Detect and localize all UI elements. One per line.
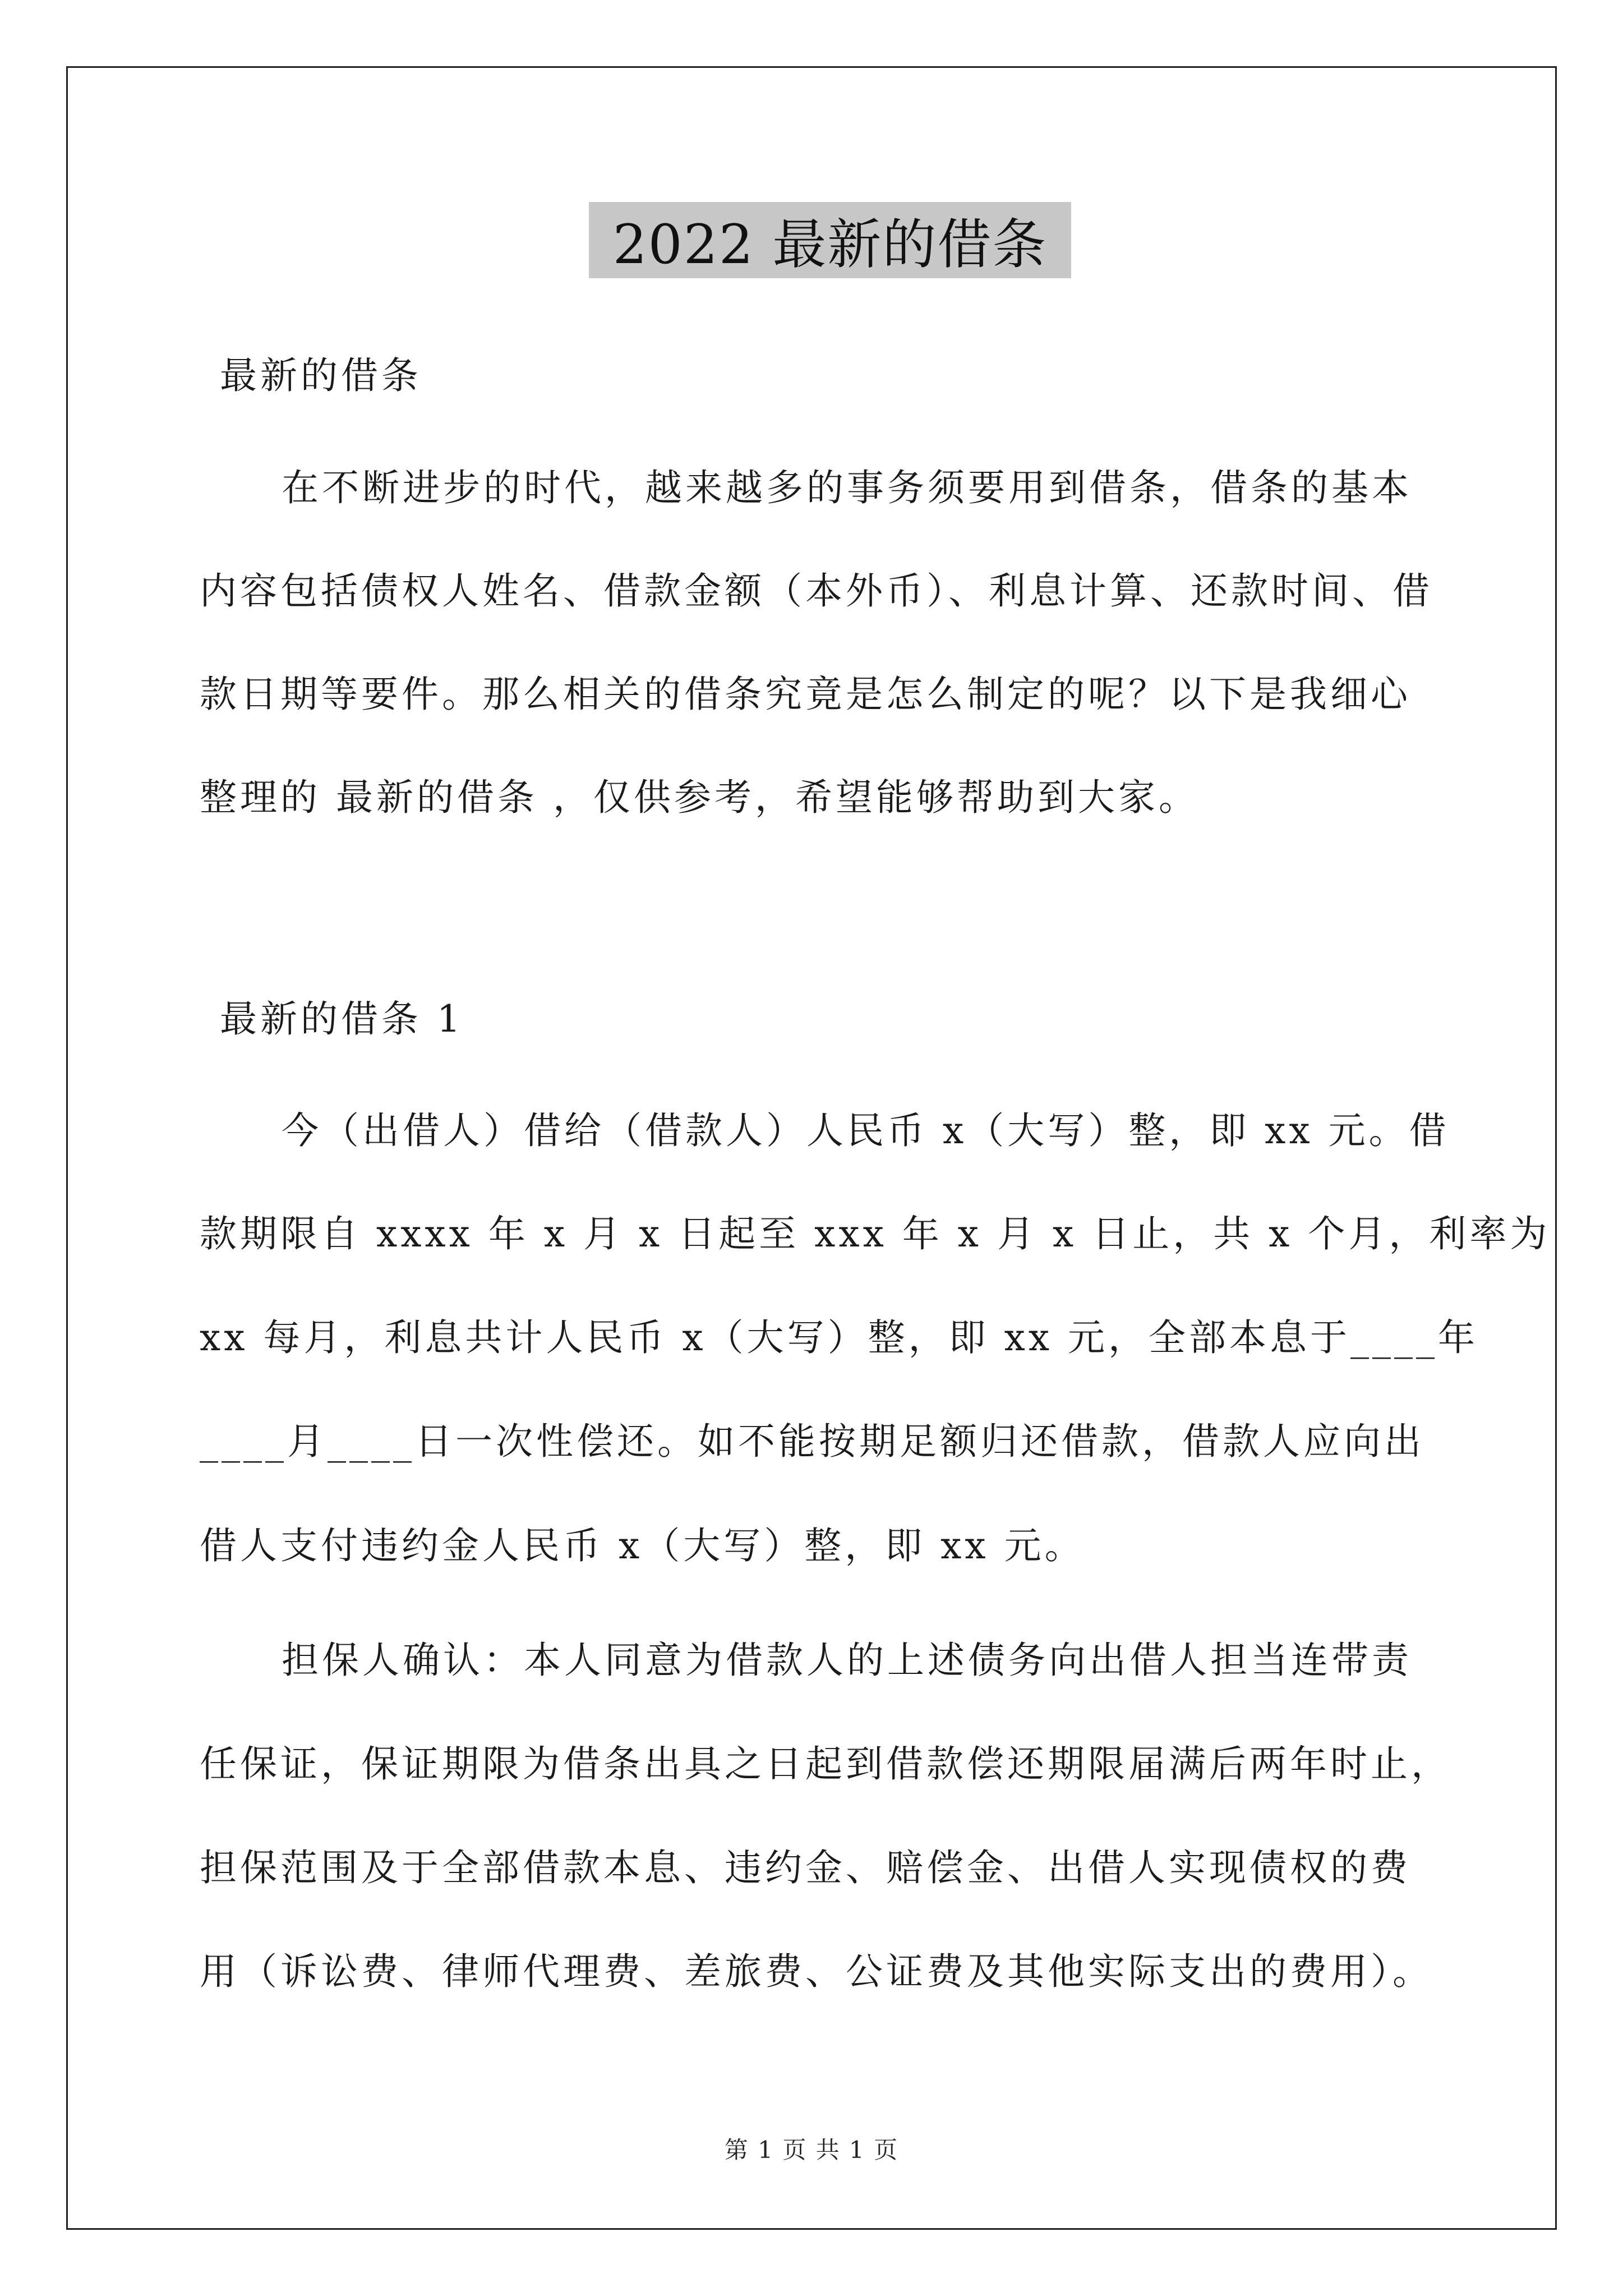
section1-line: ____月____日一次性偿还。如不能按期足额归还借款，借款人应向出	[200, 1420, 1424, 1463]
intro-line: 款日期等要件。那么相关的借条究竟是怎么制定的呢？以下是我细心	[200, 673, 1411, 716]
intro-heading: 最新的借条	[220, 354, 422, 397]
page-footer: 第 1 页 共 1 页	[724, 2136, 899, 2164]
section1-line: 担保范围及于全部借款本息、违约金、赔偿金、出借人实现债权的费	[200, 1846, 1411, 1889]
section1-line: 担保人确认：本人同意为借款人的上述债务向出借人担当连带责	[282, 1639, 1412, 1682]
document-title: 2022 最新的借条	[589, 202, 1071, 278]
section1-line: 款期限自 xxxx 年 x 月 x 日起至 xxx 年 x 月 x 日止，共 x 个月，利率为	[200, 1212, 1551, 1255]
section1-line: 借人支付违约金人民币 x（大写）整，即 xx 元。	[200, 1524, 1085, 1567]
intro-line: 整理的 最新的借条 ，仅供参考，希望能够帮助到大家。	[200, 776, 1199, 819]
section1-line: 用（诉讼费、律师代理费、差旅费、公证费及其他实际支出的费用）。	[200, 1950, 1433, 1993]
section1-line: xx 每月，利息共计人民币 x（大写）整，即 xx 元，全部本息于____年	[200, 1316, 1479, 1359]
section1-heading: 最新的借条 1	[220, 997, 464, 1041]
section1-line: 任保证，保证期限为借条出具之日起到借款偿还期限届满后两年时止，	[200, 1742, 1451, 1786]
section1-line: 今（出借人）借给（借款人）人民币 x（大写）整，即 xx 元。借	[282, 1109, 1450, 1152]
intro-line: 内容包括债权人姓名、借款金额（本外币）、利息计算、还款时间、借	[200, 569, 1433, 613]
intro-line: 在不断进步的时代，越来越多的事务须要用到借条，借条的基本	[282, 466, 1412, 509]
